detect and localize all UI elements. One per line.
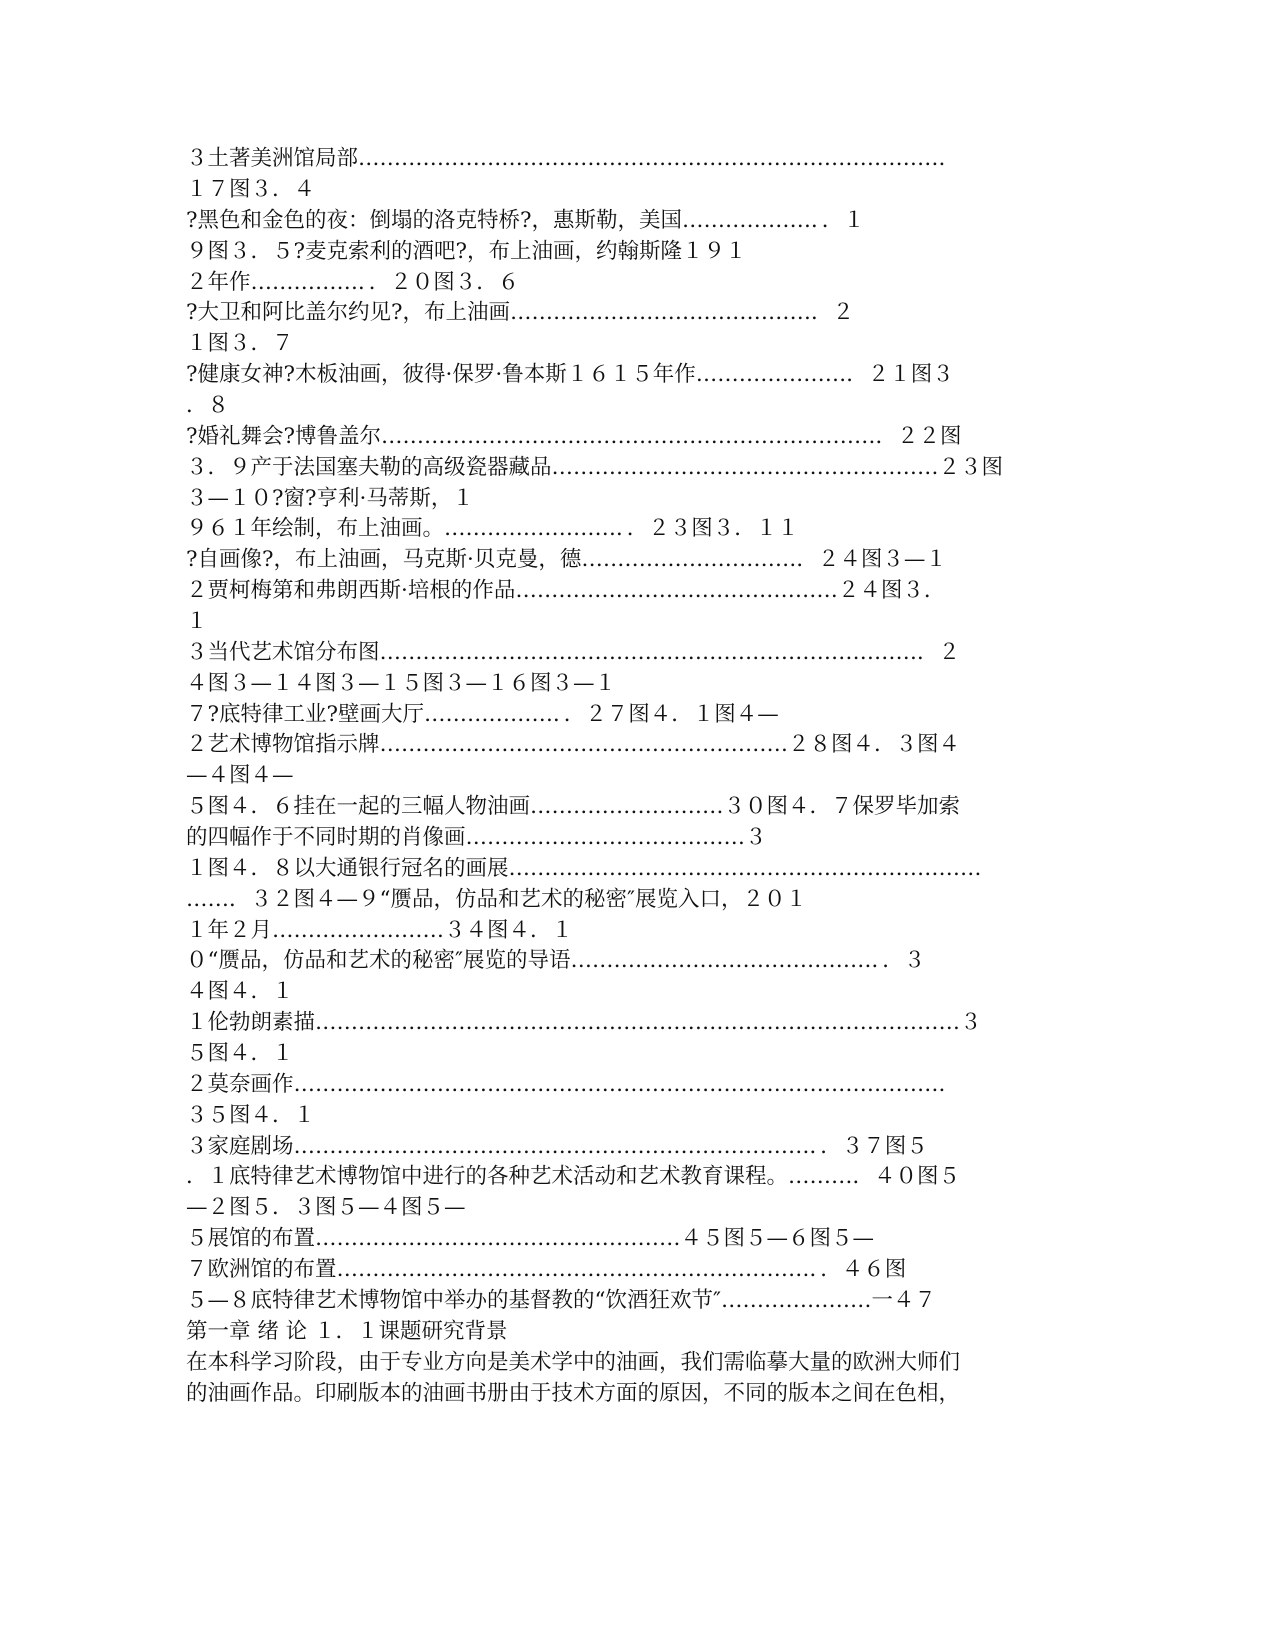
- text-line: ３—１０?窗?亨利·马蒂斯，１: [186, 486, 474, 511]
- text-line: １伦勃朗素描………………………………………………………………………………３: [186, 1010, 982, 1035]
- text-line: ７欧洲馆的布置…………………………………………………………．．４６图: [186, 1257, 907, 1282]
- text-line: ?黑色和金色的夜：倒塌的洛克特桥?，惠斯勒，美国………………．．１: [186, 208, 865, 233]
- text-line: ３当代艺术馆分布图…………………………………………………………………．２: [186, 640, 961, 665]
- text-line: 的四幅作于不同时期的肖像画…………………………………３: [186, 825, 767, 850]
- text-line: １年２月……………………３４图４．１: [186, 918, 574, 943]
- text-line: １图４．８以大通银行冠名的画展…………………………………………………………: [186, 856, 982, 881]
- text-line: ?健康女神?木板油画，彼得·保罗·鲁本斯１６１５年作…………………．２１图３: [186, 362, 954, 387]
- text-line: １图３．７: [186, 331, 294, 356]
- text-line: ９图３．５?麦克索利的酒吧?，布上油画，约翰斯隆１９１: [186, 239, 747, 264]
- text-line: ２莫奈画作……………………………………………………………………………….: [186, 1072, 946, 1097]
- text-line: ５—８底特律艺术博物馆中举办的基督教的“饮酒狂欢节″…………………一４７: [186, 1288, 937, 1313]
- text-line: ９６１年绘制，布上油画。……………………．．２３图３．１１: [186, 516, 799, 541]
- text-line: １: [186, 609, 208, 634]
- text-line: ３．９产于法国塞夫勒的高级瓷器藏品………………………………………………２３图: [186, 455, 1004, 480]
- text-line: ３５图４．１: [186, 1103, 316, 1128]
- text-line: ５图４．１: [186, 1041, 294, 1066]
- text-line: ３土著美洲馆局部……………………………………………………………………….: [186, 146, 946, 171]
- text-line: ２年作……………．．２０图３．６: [186, 270, 520, 295]
- text-line: ……．３２图４—９“赝品，仿品和艺术的秘密″展览入口，２０１: [186, 887, 808, 912]
- text-line: —４图４—: [186, 763, 294, 788]
- text-line: ０“赝品，仿品和艺术的秘密″展览的导语……………………………………．．３: [186, 948, 926, 973]
- text-line: ３家庭剧场………………………………………………………………．．３７图５: [186, 1134, 928, 1159]
- text-line: ７?底特律工业?壁画大厅………………．．２７图４．１图４—: [186, 702, 779, 727]
- body-paragraph-line: 的油画作品。印刷版本的油画书册由于技术方面的原因，不同的版本之间在色相，: [186, 1381, 961, 1406]
- text-line: ５展馆的布置……………………………………………４５图５—６图５—: [186, 1226, 875, 1251]
- text-line: ４图３—１４图３—１５图３—１６图３—１: [186, 671, 617, 696]
- text-line: ２艺术博物馆指示牌…………………………………………………２８图４．３图４: [186, 732, 961, 757]
- text-line: ４图４．１: [186, 979, 294, 1004]
- text-line: １７图３．４: [186, 177, 316, 202]
- text-line: ．８: [186, 393, 230, 418]
- chapter-heading: 第一章 绪 论 １．１课题研究背景: [186, 1319, 508, 1344]
- text-line: ２贾柯梅第和弗朗西斯·培根的作品………………………………………２４图３．: [186, 578, 946, 603]
- text-line: ?自画像?，布上油画，马克斯·贝克曼，德…………………………．２４图３—１: [186, 547, 947, 572]
- text-line: —２图５．３图５—４图５—: [186, 1195, 466, 1220]
- text-line: ．１底特律艺术博物馆中进行的各种艺术活动和艺术教育课程。………．４０图５: [186, 1164, 961, 1189]
- text-line: ?大卫和阿比盖尔约见?，布上油画……………………………………．２: [186, 300, 855, 325]
- body-paragraph-line: 在本科学习阶段，由于专业方向是美术学中的油画，我们需临摹大量的欧洲大师们: [186, 1350, 961, 1375]
- text-line: ５图４．６挂在一起的三幅人物油画………………………３０图４．７保罗毕加索: [186, 794, 961, 819]
- text-line: ?婚礼舞会?博鲁盖尔……………………………………………………………．２２图: [186, 424, 962, 449]
